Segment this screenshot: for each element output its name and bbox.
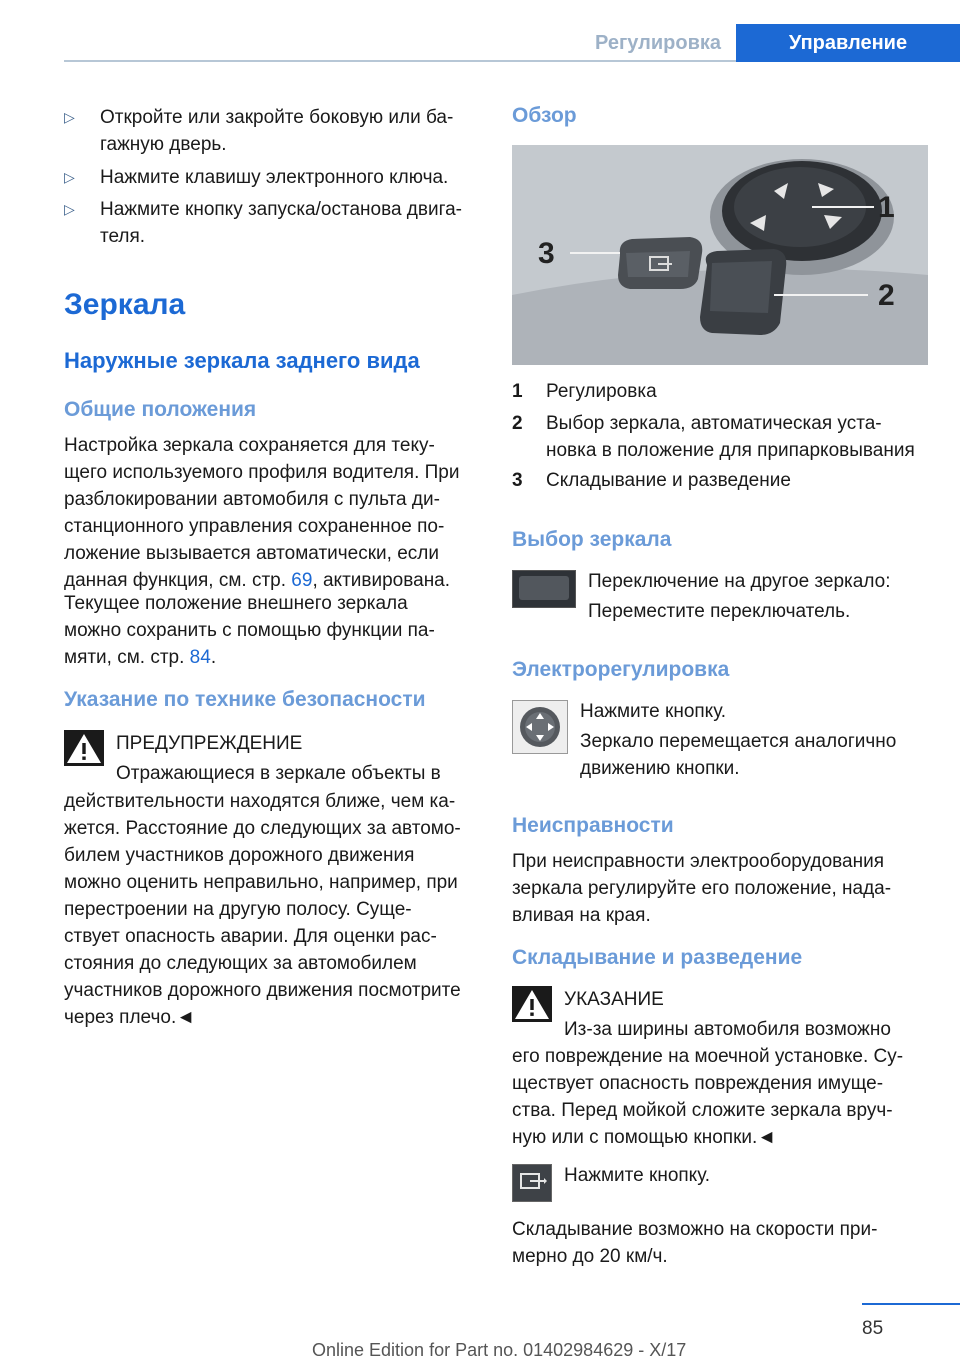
heading-fold: Складывание и разведение xyxy=(512,946,803,969)
heading-safety: Указание по технике безопасности xyxy=(64,688,426,711)
notice-title: УКАЗАНИЕ xyxy=(564,989,664,1010)
photo-label-1: 1 xyxy=(878,191,895,224)
warning-triangle-icon xyxy=(64,730,104,766)
triangle-bullet-icon: ▷ xyxy=(64,169,75,185)
heading-mirrors: Зеркала xyxy=(64,288,186,321)
tab-adjusting[interactable]: Регулировка xyxy=(594,32,721,54)
photo-label-3: 3 xyxy=(538,237,555,270)
malfunction-paragraph: При неисправности электрооборудования зеркала регулируйте его положение, нада‐ вливая на края. xyxy=(512,851,892,926)
heading-electric-adjust: Электрорегулировка xyxy=(512,658,730,681)
bullet-start-stop: ▷ Нажмите кнопку запуска/останова двига‐ теля. xyxy=(64,196,514,250)
bullet-open-door: ▷ Откройте или закройте боковую или ба‐ гажную дверь. xyxy=(64,104,514,158)
general-paragraph: Настройка зеркала сохраняется для теку‐ щего используемого профиля водителя. При разблокировании автомобиля с пульта ди‐ станционного управления сохраненное по‐ ложение вызывается автоматически, если данная функция, см. стр. 69, активирована. xyxy=(64,435,460,591)
fold-speed-paragraph: Складывание возможно на скорости при‐ мерно до 20 км/ч. xyxy=(512,1219,878,1267)
legend-item: 3 Складывание и разведение xyxy=(512,470,791,491)
heading-outside-mirrors: Наружные зеркала заднего вида xyxy=(64,348,420,373)
legend-item: 1 Регулировка xyxy=(512,381,657,402)
page-link-84[interactable]: 84 xyxy=(189,647,211,668)
footer-rule xyxy=(862,1303,960,1305)
warning-text: действительности находятся ближе, чем ка‐ жется. Расстояние до следующих за автомо‐ билем участников дорожного движения можно оценить неправильно, например, при перестроении на другую полосу. Суще‐ ствует опасность аварии. Для оценки рас‐ стояния до следующих за автомобилем участников дорожного движения посмотрите через плечо.◄ xyxy=(64,791,461,1028)
mirror-select-switch-icon xyxy=(512,570,576,608)
mirror-switch-photo xyxy=(512,145,928,365)
footer-edition: Online Edition for Part no. 01402984629 - X/17 xyxy=(312,1340,687,1360)
triangle-bullet-icon: ▷ xyxy=(64,109,75,125)
direction-pad-icon xyxy=(512,700,568,754)
photo-label-2: 2 xyxy=(878,279,895,312)
tab-controls[interactable]: Управление xyxy=(736,24,960,62)
heading-malfunction: Неисправности xyxy=(512,814,674,837)
warning-title: ПРЕДУПРЕЖДЕНИЕ xyxy=(116,733,303,754)
heading-general: Общие положения xyxy=(64,398,257,421)
page-link-69[interactable]: 69 xyxy=(291,570,313,591)
heading-mirror-select: Выбор зеркала xyxy=(512,528,672,551)
notice-triangle-icon xyxy=(512,986,552,1022)
legend-item: 2 Выбор зеркала, автоматическая уста‐ новка в положение для припарковывания xyxy=(512,413,915,461)
bullet-key-button: ▷ Нажмите клавишу электронного ключа. xyxy=(64,164,514,191)
current-position-paragraph: Текущее положение внешнего зеркала можно сохранить с помощью функции па‐ мяти, см. стр. 84. xyxy=(64,593,435,668)
heading-overview: Обзор xyxy=(512,104,577,127)
triangle-bullet-icon: ▷ xyxy=(64,201,75,217)
fold-button-icon xyxy=(512,1164,552,1202)
notice-text: его повреждение на моечной установке. Су‐ ществует опасность повреждения имуще‐ ства. Перед мойкой сложите зеркала вруч‐ ную или с помощью кнопки.◄ xyxy=(512,1046,904,1148)
page-number: 85 xyxy=(862,1318,884,1339)
